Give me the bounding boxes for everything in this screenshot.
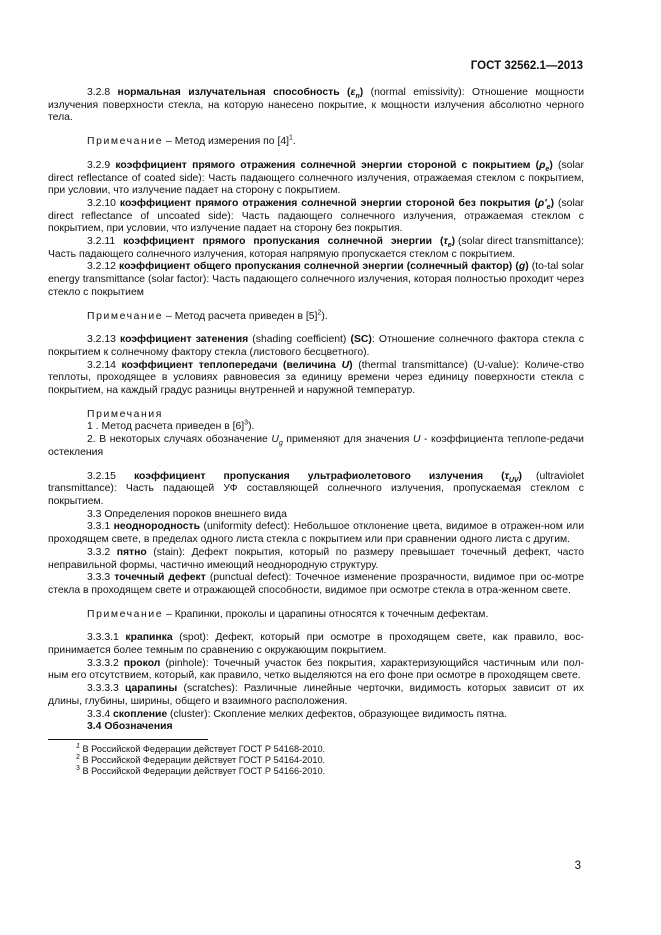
clause-term: коэффициент затенения	[120, 334, 249, 346]
clause-text: (solar direct transmittance): Часть падающего солнечного излучения, которая напрямую пропускается стеклом с покрытием.	[48, 236, 584, 260]
clause-term: коэффициент пропускания ультрафиолетового излучения $(\tau_{UV})$	[133, 470, 523, 484]
note-label: Примечание	[87, 310, 164, 322]
clause-3-2-12	[48, 261, 584, 299]
clause-3-3-3-3	[48, 683, 584, 708]
clause-3-3-3	[48, 572, 584, 597]
clause-text: (pinhole): Точечный участок без покрытия, характеризующийся частичным или пол-ным его отсутствием, который, как правило, четко выделяются на его фоне при осмотре в проходящем свете.	[48, 657, 584, 682]
clause-text: (ultraviolet transmittance): Часть падающей УФ составляющей солнечного излучения, пропускаемая стеклом с покрытием.	[48, 470, 584, 507]
clause-number: 3.2.11	[87, 236, 116, 248]
clause-number: 3.3.3.1	[87, 632, 119, 644]
page-number: 3	[574, 860, 581, 872]
clause-number: 3.2.14	[87, 359, 116, 371]
clause-number: 3.3.3.3	[87, 683, 119, 695]
clause-3-3-3-1	[48, 632, 584, 657]
notes-3	[48, 409, 584, 422]
clause-abbr: (SC)	[350, 334, 372, 346]
clause-number: 3.2.13	[87, 334, 116, 346]
clause-number: 3.2.8	[87, 87, 111, 98]
clause-text: (punctual defect): Точечное изменение прозрачности, видимое при ос-мотре стекла в проходящем свете и отражающей способности, видимое при осмотре стекла в отра-женном свете.	[48, 572, 584, 596]
clause-number: 3.3.3	[87, 572, 111, 584]
document-body	[48, 87, 584, 777]
clause-3-2-13: 3.2.13 коэффициент затенения (shading coefficient) (SC): Отношение солнечного фактора стекла с покрытием к солнечному фактору стекла (листового бесцветного).	[48, 334, 584, 358]
clause-term: скопление	[113, 708, 168, 720]
clause-text: (solar direct reflectance of uncoated side): Часть падающего солнечного излучения, отражаемая стеклом с покрытием, при условии, что излучение падает на сторону без покрытия.	[48, 197, 584, 235]
clause-term: коэффициент общего пропускания солнечной энергии (солнечный фактор) (g)	[119, 261, 529, 273]
clause-3-2-15	[48, 471, 584, 509]
clause-3-2-10	[48, 198, 584, 236]
clause-term: нормальная излучательная способность $(\varepsilon_n)$	[117, 87, 364, 101]
clause-number: 3.2.12	[87, 261, 116, 273]
clause-text: (uniformity defect): Небольшое отклонение цвета, видимое в отражен-ном или проходящем свете, в пределах одного листа стекла с покрытием или при сравнении одного листа с другим.	[48, 521, 585, 546]
clause-number: 3.3.3.2	[87, 657, 119, 669]
clause-term: неоднородность	[113, 521, 201, 533]
note-item-2: 2. В некоторых случаях обозначение $U_g$ применяют для значения U - коэффициента теплопе-редачи остекления	[48, 434, 584, 458]
footnote-1: $^1$ В Российской Федерации действует ГОСТ Р 54168-2010.	[76, 742, 326, 754]
clause-number: 3.2.15	[87, 470, 116, 482]
clause-text: : Отношение солнечного фактора стекла с покрытием к солнечному фактору стекла (листового бесцветного).	[48, 334, 584, 358]
clause-number: 3.2.10	[87, 197, 116, 209]
clause-term: прокол	[123, 657, 161, 669]
note-item-1: 1 . Метод расчета приведен в $[6]^3$).	[87, 420, 255, 433]
note-4: Примечание – Крапинки, проколы и царапины относятся к точечным дефектам.	[87, 608, 489, 620]
clause-3-3-4	[48, 709, 584, 722]
note-label: Примечание	[87, 136, 164, 148]
clause-text: (normal emissivity): Отношение мощности излучения поверхности стекла, на которую нанесено покрытие, к мощности излучения абсолютно черного тела.	[48, 87, 584, 124]
clause-text: (thermal transmittance) (U-value): Количе-ство теплоты, проходящее в условиях равновесия за единицу времени через единицу поверхности стекла с покрытием, на каждый градус разницы внутренней и наружной температур.	[48, 359, 585, 397]
clause-term: крапинка	[125, 632, 173, 644]
clause-term: коэффициент прямого отражения солнечной энергии стороной с покрытием $(\rho_e)$	[115, 159, 553, 173]
notes-label: Примечания	[87, 408, 163, 420]
clause-number: 3.3.2	[87, 546, 111, 558]
clause-term: пятно	[116, 546, 147, 558]
note-1: Примечание – Метод измерения по $[4]^1$.	[87, 134, 296, 148]
clause-text: (to-tal solar energy transmittance (solar factor): Часть падающего солнечного излучения, которая полностью проходит через стекло с покрытием	[48, 261, 584, 298]
clause-term: царапины	[125, 683, 178, 695]
footnote-2: $^2$ В Российской Федерации действует ГОСТ Р 54164-2010.	[76, 753, 326, 765]
clause-3-3-2	[48, 547, 584, 572]
clause-text: (spot): Дефект, который при осмотре в проходящем свете, как правило, вос-принимается более темным по сравнению с окружающим покрытием.	[48, 632, 584, 657]
clause-text: (scratches): Различные линейные черточки, видимость которых зависит от их длины, глубины, ширины, общего и взаимного расположения.	[48, 683, 584, 707]
clause-number: 3.2.9	[87, 159, 111, 171]
section-3-3: 3.3 Определения пороков внешнего вида	[87, 508, 287, 520]
footnote-separator	[48, 739, 208, 740]
clause-term: коэффициент прямого отражения солнечной энергии стороной без покрытия $(\rho'_e)$	[119, 197, 555, 211]
clause-term: точечный дефект	[114, 572, 206, 584]
clause-number: 3.3.1	[87, 521, 111, 533]
standard-header: ГОСТ 32562.1—2013	[470, 60, 583, 72]
clause-number: 3.3.4	[87, 708, 111, 720]
section-3-4: 3.4 Обозначения	[87, 721, 173, 733]
clause-term: коэффициент прямого пропускания солнечной энергии $(\tau_e)$	[123, 236, 456, 250]
clause-3-2-9	[48, 160, 584, 198]
clause-text: (stain): Дефект покрытия, который по размеру превышает точечный дефект, часто неправильной формы, частично имеющий неоднородную структуру.	[48, 546, 584, 571]
clause-3-2-8	[48, 87, 584, 125]
clause-3-2-14	[48, 360, 584, 398]
clause-text: (solar direct reflectance of coated side): Часть падающего солнечного излучения, отражаемая стеклом с покрытием, при условии, что излучение падает на сторону с покрытием.	[48, 159, 584, 197]
clause-3-3-1	[48, 521, 584, 546]
note-2: Примечание – Метод расчета приведен в $[5]^2$).	[87, 309, 328, 322]
clause-text: (cluster): Скопление мелких дефектов, образующее видимость пятна.	[167, 708, 508, 720]
note-label: Примечание	[87, 608, 164, 620]
clause-3-3-3-2	[48, 658, 584, 683]
footnote-3: $^3$ В Российской Федерации действует ГОСТ Р 54166-2010.	[76, 764, 326, 776]
clause-term: коэффициент теплопередачи (величина U)	[121, 359, 353, 371]
clause-3-2-11	[48, 236, 584, 261]
